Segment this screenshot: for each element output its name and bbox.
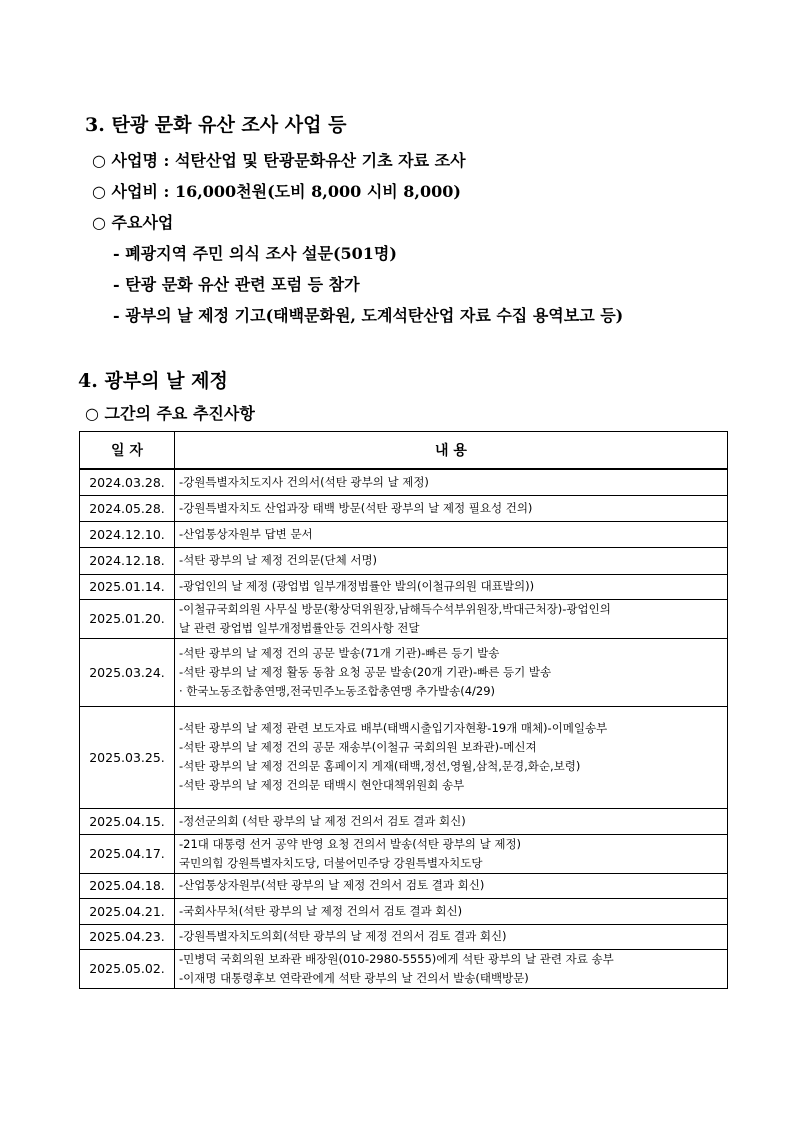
row-content-line: -정선군의회 (석탄 광부의 날 제정 건의서 검토 결과 회신) [179, 813, 466, 828]
row-content-line: -국회사무처(석탄 광부의 날 제정 건의서 검토 결과 회신) [179, 903, 463, 918]
table-row [80, 898, 728, 924]
table-row [80, 521, 728, 547]
row-date: 2024.05.28. [80, 495, 175, 521]
table-row [80, 834, 728, 873]
row-date: 2025.03.25. [80, 706, 175, 808]
row-content-line: 날 관련 광업법 일부개정법률안등 건의사항 전달 [179, 620, 420, 635]
row-content-line: -산업통상자원부 답변 문서 [179, 526, 313, 541]
table-row [80, 873, 728, 898]
row-content-line: -석탄 광부의 날 제정 건의 공문 발송(71개 기관)-빠른 등기 발송 [179, 645, 500, 660]
row-content-line: -산업통상자원부(석탄 광부의 날 제정 건의서 검토 결과 회신) [179, 878, 485, 892]
row-content-line: · 한국노동조합총연맹,전국민주노동조합총연맹 추가발송(4/29) [179, 683, 496, 698]
row-content-line: -이철규국회의원 사무실 방문(황상덕위원장,남해득수석부위원장,박대근처장)-광업인의 [179, 601, 611, 616]
table-row [80, 599, 728, 638]
row-content [175, 638, 728, 706]
row-date: 2025.04.21. [80, 898, 175, 924]
row-content [175, 924, 728, 949]
row-date: 2025.04.23. [80, 924, 175, 949]
row-content-line: -21대 대통령 선거 공약 반영 요청 건의서 발송(석탄 광부의 날 제정) [179, 836, 522, 851]
row-content [175, 834, 728, 873]
row-content-line: -석탄 광부의 날 제정 건의문 홈페이지 게재(태백,정선,영월,삼척,문경,화순,보령) [179, 759, 581, 773]
row-content-line: -석탄 광부의 날 제정 건의문 태백시 현안대책위원회 송부 [179, 778, 465, 792]
row-date: 2025.04.15. [80, 808, 175, 834]
row-date: 2025.01.14. [80, 574, 175, 599]
row-content [175, 706, 728, 808]
row-content [175, 873, 728, 898]
row-content [175, 599, 728, 638]
table-row [80, 949, 728, 988]
progress-table [79, 431, 728, 989]
table-row [80, 706, 728, 808]
row-content-line: -강원특별자치도지사 건의서(석탄 광부의 날 제정) [179, 474, 429, 489]
row-content [175, 521, 728, 547]
row-content-line: -석탄 광부의 날 제정 활동 동참 요청 공문 발송(20개 기관)-빠른 등기 발송 [179, 664, 552, 679]
table-row [80, 574, 728, 599]
row-content-line: -광업인의 날 제정 (광업법 일부개정법률안 발의(이철규의원 대표발의)) [179, 579, 535, 593]
table-header-row [80, 432, 728, 470]
bullet-main-projects: ○ 주요사업 [92, 213, 174, 232]
row-date: 2024.12.18. [80, 547, 175, 574]
section-4-subtitle: ○ 그간의 주요 추진사항 [85, 404, 255, 423]
dash-item-forum: - 탄광 문화 유산 관련 포럼 등 참가 [113, 275, 360, 294]
bullet-project-budget: ○ 사업비 : 16,000천원(도비 8,000 시비 8,000) [92, 182, 461, 201]
row-content-line: -이재명 대통령후보 연락관에게 석탄 광부의 날 건의서 발송(태백방문) [179, 970, 529, 985]
table-row [80, 495, 728, 521]
row-date: 2025.01.20. [80, 599, 175, 638]
row-content-line: -민병덕 국회의원 보좌관 배장원(010-2980-5555)에게 석탄 광부의 날 관련 자료 송부 [179, 951, 614, 966]
row-content-line: 국민의힘 강원특별자치도당, 더불어민주당 강원특별자치도당 [179, 855, 483, 870]
header-date: 일 자 [80, 432, 175, 470]
row-content-line: -석탄 광부의 날 제정 건의문(단체 서명) [179, 553, 378, 567]
dash-item-survey: - 폐광지역 주민 의식 조사 설문(501명) [113, 244, 397, 263]
dash-item-contribution: - 광부의 날 제정 기고(태백문화원, 도계석탄산업 자료 수집 용역보고 등) [113, 306, 624, 325]
row-date: 2025.05.02. [80, 949, 175, 988]
bullet-project-name: ○ 사업명 : 석탄산업 및 탄광문화유산 기초 자료 조사 [92, 151, 466, 170]
row-content-line: -석탄 광부의 날 제정 관련 보도자료 배부(태백시출입기자현황-19개 매체)-이메일송부 [179, 721, 608, 735]
row-date: 2024.03.28. [80, 469, 175, 495]
row-content-line: -석탄 광부의 날 제정 건의 공문 재송부(이철규 국회의원 보좌관)-메신져 [179, 740, 537, 754]
section-3-title: 3. 탄광 문화 유산 조사 사업 등 [85, 114, 347, 136]
row-date: 2025.04.18. [80, 873, 175, 898]
table-body [80, 469, 728, 988]
row-date: 2024.12.10. [80, 521, 175, 547]
header-content: 내 용 [175, 432, 728, 470]
row-content [175, 547, 728, 574]
table-row [80, 547, 728, 574]
row-content [175, 808, 728, 834]
row-date: 2025.03.24. [80, 638, 175, 706]
table-row [80, 469, 728, 495]
row-content-line: -강원특별자치도 산업과장 태백 방문(석탄 광부의 날 제정 필요성 건의) [179, 500, 533, 515]
row-content [175, 574, 728, 599]
table-row [80, 808, 728, 834]
row-content [175, 898, 728, 924]
row-content [175, 949, 728, 988]
table-row [80, 638, 728, 706]
row-content [175, 495, 728, 521]
table-row [80, 924, 728, 949]
row-date: 2025.04.17. [80, 834, 175, 873]
row-content [175, 469, 728, 495]
row-content-line: -강원특별자치도의회(석탄 광부의 날 제정 건의서 검토 결과 회신) [179, 929, 507, 943]
section-4-title: 4. 광부의 날 제정 [78, 370, 228, 392]
